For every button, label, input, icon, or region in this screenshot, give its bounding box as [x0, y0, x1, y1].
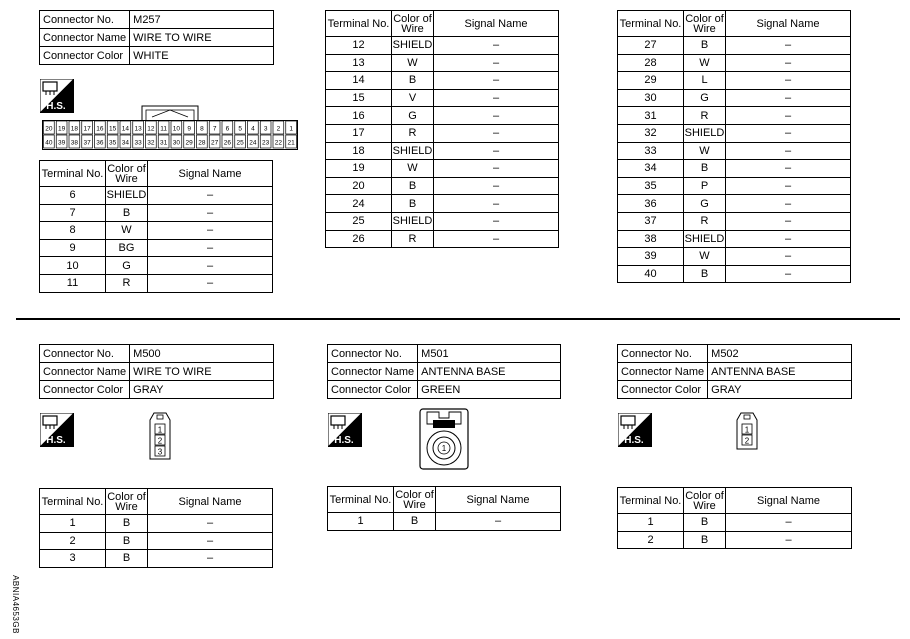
signal-name-cell: –	[434, 124, 559, 142]
table-row	[618, 107, 851, 125]
signal-name-cell: –	[726, 142, 851, 160]
table-row	[618, 89, 851, 107]
terminal-no-cell: 28	[618, 54, 684, 72]
pin-top-number: 9	[187, 125, 191, 133]
pin-top-number: 14	[121, 125, 129, 133]
connector-no: M502	[708, 345, 852, 363]
signal-name-cell: –	[148, 257, 273, 275]
wire-color-cell: B	[106, 204, 148, 222]
terminal-table-m502	[617, 487, 852, 549]
wire-color-cell: SHIELD	[684, 124, 726, 142]
signal-name-cell: –	[726, 72, 851, 90]
table-row	[618, 177, 851, 195]
pin-bottom-number: 22	[274, 139, 282, 147]
terminal-table-m257-c	[617, 10, 851, 283]
table-row	[618, 195, 851, 213]
pin-2: 2	[157, 436, 163, 446]
pin-bottom-number: 24	[249, 139, 257, 147]
wire-color-cell: R	[684, 212, 726, 230]
table-row	[326, 195, 559, 213]
terminal-table-m257-a	[39, 160, 273, 293]
table-row	[40, 532, 273, 550]
connector-info-m257	[39, 10, 274, 65]
connector-info-m501	[327, 344, 561, 399]
wire-color-cell: SHIELD	[392, 212, 434, 230]
pin-bottom-number: 40	[45, 139, 53, 147]
pin-top-number: 8	[200, 125, 204, 133]
signal-name-cell: –	[434, 72, 559, 90]
wire-color-cell: L	[684, 72, 726, 90]
wire-color-cell: B	[684, 37, 726, 55]
table-row	[40, 257, 273, 275]
connector-info-m500	[39, 344, 274, 399]
pin-bottom-number: 21	[287, 139, 295, 147]
pin-1: 1	[441, 444, 447, 453]
signal-name-cell: –	[726, 124, 851, 142]
terminal-no-cell: 31	[618, 107, 684, 125]
pin-bottom-number: 38	[70, 139, 78, 147]
signal-name-cell: –	[434, 177, 559, 195]
connector-name-label: Connector Name	[328, 363, 418, 381]
wire-color-cell: W	[392, 54, 434, 72]
header-signal: Signal Name	[434, 11, 559, 37]
pin-top-number: 12	[147, 125, 155, 133]
wire-color-cell: G	[684, 195, 726, 213]
pin-top-number: 7	[212, 125, 217, 133]
terminal-no-cell: 37	[618, 212, 684, 230]
table-row	[618, 230, 851, 248]
terminal-no-cell: 30	[618, 89, 684, 107]
terminal-no-cell: 12	[326, 37, 392, 55]
pin-1: 1	[157, 425, 163, 435]
pin-bottom-number: 36	[96, 139, 104, 147]
table-row	[326, 230, 559, 248]
signal-name-cell: –	[434, 212, 559, 230]
wire-color-cell: G	[392, 107, 434, 125]
table-row	[326, 142, 559, 160]
signal-name-cell: –	[148, 515, 273, 533]
table-row	[618, 514, 852, 532]
header-signal: Signal Name	[726, 488, 852, 514]
pin-top-number: 3	[263, 125, 268, 133]
signal-name-cell: –	[726, 89, 851, 107]
hs-label: H.S.	[46, 101, 66, 112]
signal-name-cell: –	[726, 107, 851, 125]
svg-text:H.S.: H.S.	[624, 435, 644, 446]
connector-name: WIRE TO WIRE	[130, 363, 274, 381]
wire-color-cell: SHIELD	[106, 187, 148, 205]
signal-name-cell: –	[726, 54, 851, 72]
connector-color-label: Connector Color	[40, 47, 130, 65]
pin-top-number: 19	[58, 125, 66, 133]
terminal-no-cell: 29	[618, 72, 684, 90]
pin-top-number: 5	[238, 125, 242, 133]
terminal-table-m257-b	[325, 10, 559, 248]
signal-name-cell: –	[148, 274, 273, 292]
terminal-no-cell: 25	[326, 212, 392, 230]
connector-color: GREEN	[418, 381, 561, 399]
wire-color-cell: B	[684, 160, 726, 178]
table-row	[326, 177, 559, 195]
header-color: Color of Wire	[107, 162, 146, 185]
header-signal: Signal Name	[436, 487, 561, 513]
wire-color-cell: SHIELD	[684, 230, 726, 248]
table-row	[618, 265, 851, 283]
table-row	[326, 212, 559, 230]
connector-name-label: Connector Name	[40, 363, 130, 381]
pin-bottom-number: 29	[185, 139, 193, 147]
terminal-no-cell: 40	[618, 265, 684, 283]
table-row	[326, 89, 559, 107]
signal-name-cell: –	[726, 514, 852, 532]
connector-no-label: Connector No.	[40, 11, 130, 29]
terminal-no-cell: 14	[326, 72, 392, 90]
connector-no-label: Connector No.	[618, 345, 708, 363]
harness-side-icon	[328, 413, 362, 447]
table-row	[326, 107, 559, 125]
table-row	[618, 142, 851, 160]
table-row	[618, 212, 851, 230]
connector-face-m501	[419, 408, 469, 470]
terminal-no-cell: 17	[326, 124, 392, 142]
wire-color-cell: B	[392, 72, 434, 90]
wire-color-cell: G	[684, 89, 726, 107]
signal-name-cell: –	[148, 222, 273, 240]
signal-name-cell: –	[726, 37, 851, 55]
wire-color-cell: W	[684, 142, 726, 160]
signal-name-cell: –	[148, 187, 273, 205]
terminal-no-cell: 24	[326, 195, 392, 213]
signal-name-cell: –	[436, 513, 561, 531]
wire-color-cell: B	[106, 532, 148, 550]
terminal-no-cell: 2	[618, 531, 684, 549]
wire-color-cell: SHIELD	[392, 37, 434, 55]
connector-color-label: Connector Color	[328, 381, 418, 399]
header-color: Color of Wire	[685, 12, 724, 35]
signal-name-cell: –	[434, 89, 559, 107]
figure-code: ABNIA4653GB	[10, 575, 20, 634]
header-terminal: Terminal No.	[328, 487, 394, 513]
table-row	[326, 124, 559, 142]
terminal-no-cell: 6	[40, 187, 106, 205]
pin-top-number: 1	[289, 125, 293, 133]
wire-color-cell: B	[394, 513, 436, 531]
table-row	[40, 187, 273, 205]
wire-color-cell: B	[392, 177, 434, 195]
pin-bottom-number: 25	[236, 139, 244, 147]
table-row	[618, 72, 851, 90]
table-row	[328, 513, 561, 531]
pin-bottom-number: 31	[160, 139, 168, 147]
signal-name-cell: –	[434, 195, 559, 213]
signal-name-cell: –	[726, 248, 851, 266]
pin-bottom-number: 33	[134, 139, 142, 147]
wire-color-cell: B	[106, 515, 148, 533]
wire-color-cell: R	[684, 107, 726, 125]
terminal-no-cell: 38	[618, 230, 684, 248]
pin-top-number: 18	[70, 125, 78, 133]
harness-side-icon	[40, 413, 74, 447]
table-row	[40, 515, 273, 533]
table-row	[40, 239, 273, 257]
wire-color-cell: B	[684, 531, 726, 549]
terminal-no-cell: 11	[40, 274, 106, 292]
pin-bottom-number: 28	[198, 139, 206, 147]
pin-top-number: 20	[45, 125, 53, 133]
signal-name-cell: –	[726, 195, 851, 213]
header-terminal: Terminal No.	[618, 11, 684, 37]
table-row	[326, 54, 559, 72]
wire-color-cell: G	[106, 257, 148, 275]
wire-color-cell: W	[392, 160, 434, 178]
signal-name-cell: –	[148, 204, 273, 222]
connector-name-label: Connector Name	[40, 29, 130, 47]
pin-top-number: 2	[276, 125, 281, 133]
terminal-no-cell: 18	[326, 142, 392, 160]
signal-name-cell: –	[434, 107, 559, 125]
pin-3: 3	[157, 447, 163, 457]
terminal-no-cell: 36	[618, 195, 684, 213]
connector-face-m500	[148, 412, 172, 460]
terminal-no-cell: 34	[618, 160, 684, 178]
signal-name-cell: –	[148, 550, 273, 568]
wire-color-cell: R	[106, 274, 148, 292]
table-row	[618, 54, 851, 72]
pin-bottom-number: 23	[262, 139, 270, 147]
terminal-table-m500	[39, 488, 273, 568]
terminal-no-cell: 32	[618, 124, 684, 142]
table-row	[40, 222, 273, 240]
header-signal: Signal Name	[148, 161, 273, 187]
pin-grid	[44, 121, 297, 148]
terminal-no-cell: 13	[326, 54, 392, 72]
signal-name-cell: –	[148, 532, 273, 550]
connector-name-label: Connector Name	[618, 363, 708, 381]
terminal-no-cell: 15	[326, 89, 392, 107]
pin-bottom-number: 34	[121, 139, 129, 147]
table-row	[40, 550, 273, 568]
wire-color-cell: B	[684, 265, 726, 283]
terminal-no-cell: 20	[326, 177, 392, 195]
wire-color-cell: B	[106, 550, 148, 568]
terminal-no-cell: 33	[618, 142, 684, 160]
svg-text:H.S.: H.S.	[46, 435, 66, 446]
signal-name-cell: –	[726, 230, 851, 248]
terminal-no-cell: 35	[618, 177, 684, 195]
signal-name-cell: –	[434, 230, 559, 248]
table-row	[40, 204, 273, 222]
pin-2: 2	[744, 436, 750, 446]
connector-name: ANTENNA BASE	[708, 363, 852, 381]
header-color: Color of Wire	[107, 490, 146, 513]
connector-name: ANTENNA BASE	[418, 363, 561, 381]
table-row	[326, 160, 559, 178]
signal-name-cell: –	[434, 37, 559, 55]
connector-color: GRAY	[708, 381, 852, 399]
terminal-no-cell: 3	[40, 550, 106, 568]
header-signal: Signal Name	[726, 11, 851, 37]
signal-name-cell: –	[726, 212, 851, 230]
harness-side-icon	[618, 413, 652, 447]
pin-top-number: 10	[172, 125, 180, 133]
table-row	[40, 274, 273, 292]
pin-bottom-number: 39	[58, 139, 66, 147]
wire-color-cell: R	[392, 124, 434, 142]
terminal-no-cell: 10	[40, 257, 106, 275]
table-row	[618, 248, 851, 266]
terminal-no-cell: 16	[326, 107, 392, 125]
terminal-no-cell: 27	[618, 37, 684, 55]
terminal-no-cell: 9	[40, 239, 106, 257]
connector-color-label: Connector Color	[40, 381, 130, 399]
connector-color: GRAY	[130, 381, 274, 399]
terminal-no-cell: 2	[40, 532, 106, 550]
connector-no: M500	[130, 345, 274, 363]
pin-top-number: 11	[160, 125, 167, 133]
terminal-no-cell: 39	[618, 248, 684, 266]
terminal-no-cell: 1	[328, 513, 394, 531]
wire-color-cell: B	[684, 514, 726, 532]
table-row	[618, 160, 851, 178]
pin-top-number: 4	[251, 125, 255, 133]
terminal-no-cell: 7	[40, 204, 106, 222]
wire-color-cell: V	[392, 89, 434, 107]
terminal-no-cell: 1	[618, 514, 684, 532]
pin-bottom-number: 27	[211, 139, 219, 147]
wire-color-cell: P	[684, 177, 726, 195]
terminal-no-cell: 8	[40, 222, 106, 240]
wire-color-cell: B	[392, 195, 434, 213]
wire-color-cell: W	[106, 222, 148, 240]
connector-face-m502	[735, 412, 759, 450]
connector-no: M257	[130, 11, 274, 29]
signal-name-cell: –	[726, 265, 851, 283]
header-color: Color of Wire	[393, 12, 432, 35]
header-terminal: Terminal No.	[618, 488, 684, 514]
terminal-no-cell: 26	[326, 230, 392, 248]
terminal-table-m501	[327, 486, 561, 531]
table-row	[326, 37, 559, 55]
terminal-no-cell: 19	[326, 160, 392, 178]
section-divider	[16, 318, 900, 320]
pin-top-number: 6	[225, 125, 230, 133]
svg-text:H.S.: H.S.	[334, 435, 354, 446]
terminal-no-cell: 1	[40, 515, 106, 533]
table-row	[326, 72, 559, 90]
wire-color-cell: W	[684, 248, 726, 266]
pin-bottom-number: 37	[83, 139, 91, 147]
connector-color: WHITE	[130, 47, 274, 65]
pin-1: 1	[744, 425, 750, 435]
signal-name-cell: –	[434, 142, 559, 160]
wire-color-cell: W	[684, 54, 726, 72]
connector-info-m502	[617, 344, 852, 399]
header-color: Color of Wire	[395, 488, 434, 511]
signal-name-cell: –	[726, 177, 851, 195]
connector-no-label: Connector No.	[40, 345, 130, 363]
pin-bottom-number: 30	[172, 139, 180, 147]
signal-name-cell: –	[726, 531, 852, 549]
table-row	[618, 531, 852, 549]
connector-name: WIRE TO WIRE	[130, 29, 274, 47]
connector-no-label: Connector No.	[328, 345, 418, 363]
header-signal: Signal Name	[148, 489, 273, 515]
connector-no: M501	[418, 345, 561, 363]
signal-name-cell: –	[434, 54, 559, 72]
wire-color-cell: BG	[106, 239, 148, 257]
pin-top-number: 15	[109, 125, 117, 133]
pin-top-number: 16	[96, 125, 104, 133]
header-terminal: Terminal No.	[40, 161, 106, 187]
signal-name-cell: –	[148, 239, 273, 257]
header-color: Color of Wire	[685, 489, 724, 512]
signal-name-cell: –	[434, 160, 559, 178]
pin-bottom-number: 35	[109, 139, 117, 147]
table-row	[618, 37, 851, 55]
pin-top-number: 13	[134, 125, 142, 133]
connector-color-label: Connector Color	[618, 381, 708, 399]
connector-face-m257	[42, 104, 298, 150]
pin-bottom-number: 26	[223, 139, 231, 147]
wire-color-cell: R	[392, 230, 434, 248]
header-terminal: Terminal No.	[40, 489, 106, 515]
pin-bottom-number: 32	[147, 139, 155, 147]
table-row	[618, 124, 851, 142]
header-terminal: Terminal No.	[326, 11, 392, 37]
wire-color-cell: SHIELD	[392, 142, 434, 160]
pin-top-number: 17	[83, 125, 91, 133]
signal-name-cell: –	[726, 160, 851, 178]
